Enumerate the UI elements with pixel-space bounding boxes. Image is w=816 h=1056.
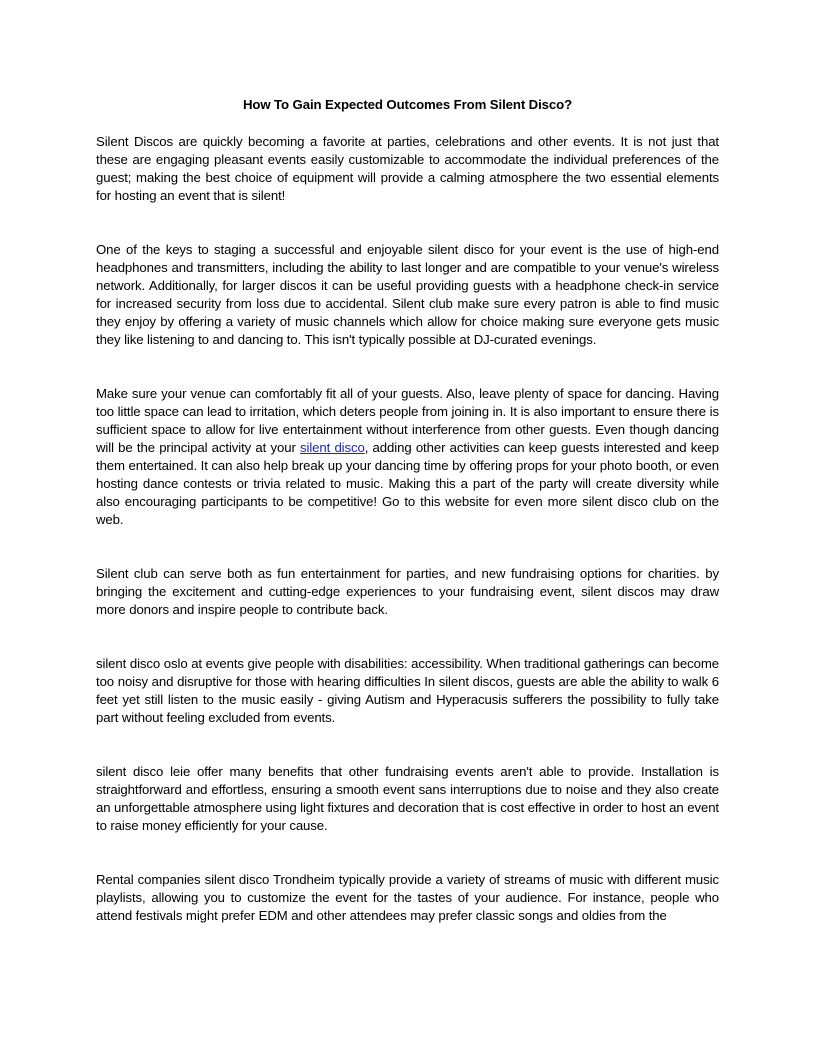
document-page — [96, 96, 719, 961]
paragraph-fundraising: Silent club can serve both as fun entertainment for parties, and new fundraising options for charities. by bringing the excitement and cutting-edge experiences to your fundraising event, silent discos may draw more donors and inspire people to contribute back. — [96, 566, 719, 617]
paragraph-accessibility: silent disco oslo at events give people with disabilities: accessibility. When traditional gatherings can become too noisy and disruptive for those with hearing difficulties In silent discos, guests are able the ability to walk 6 feet yet still listen to the music easily - giving Autism and Hyperacusis sufferers the possibility to fully take part without feeling excluded from events. — [96, 656, 719, 725]
silent-disco-link[interactable]: silent disco — [300, 440, 365, 455]
paragraph-benefits: silent disco leie offer many benefits that other fundraising events aren't able to provide. Installation is straightforward and effortless, ensuring a smooth event sans interruptions due to noise and they also create an unforgettable atmosphere using light fixtures and decoration that is cost effective in order to host an event to raise money efficiently for your cause. — [96, 764, 719, 833]
paragraph-venue — [96, 385, 719, 529]
paragraph-intro: Silent Discos are quickly becoming a favorite at parties, celebrations and other events. It is not just that these are engaging pleasant events easily customizable to accommodate the individual preferences of the guest; making the best choice of equipment will provide a calming atmosphere the two essential elements for hosting an event that is silent! — [96, 134, 719, 203]
paragraph-headphones: One of the keys to staging a successful and enjoyable silent disco for your event is the use of high-end headphones and transmitters, including the ability to last longer and are compatible to your venue's wireless network. Additionally, for larger discos it can be useful providing guests with a headphone check-in service for increased security from loss due to accidental. Silent club make sure every patron is able to find music they enjoy by offering a variety of music channels which allow for choice making sure everyone gets music they like listening to and dancing to. This isn't typically possible at DJ-curated evenings. — [96, 242, 719, 347]
paragraph-rental: Rental companies silent disco Trondheim typically provide a variety of streams of music with different music playlists, allowing you to customize the event for the tastes of your audience. For instance, people who attend festivals might prefer EDM and other attendees may prefer classic songs and oldies from the — [96, 872, 719, 923]
paragraph-venue-text-before: Make sure your venue can comfortably fit all of your guests. Also, leave plenty of space for dancing. Having too little space can lead to irritation, which deters people from joining in. It is also important to ensure there is sufficient space to allow for live entertainment without interference from other guests. Even though dancing will be the principal activity at your — [96, 386, 719, 455]
page-title: How To Gain Expected Outcomes From Silent Disco? — [242, 97, 573, 112]
paragraph-venue-text-after: , adding other activities can keep guests interested and keep them entertained. It can also help break up your dancing time by offering props for your photo booth, or even hosting dance contests or trivia related to music. Making this a part of the party will create diversity while also encouraging participants to be competitive! Go to this website for even more silent disco club on the web. — [96, 440, 719, 527]
